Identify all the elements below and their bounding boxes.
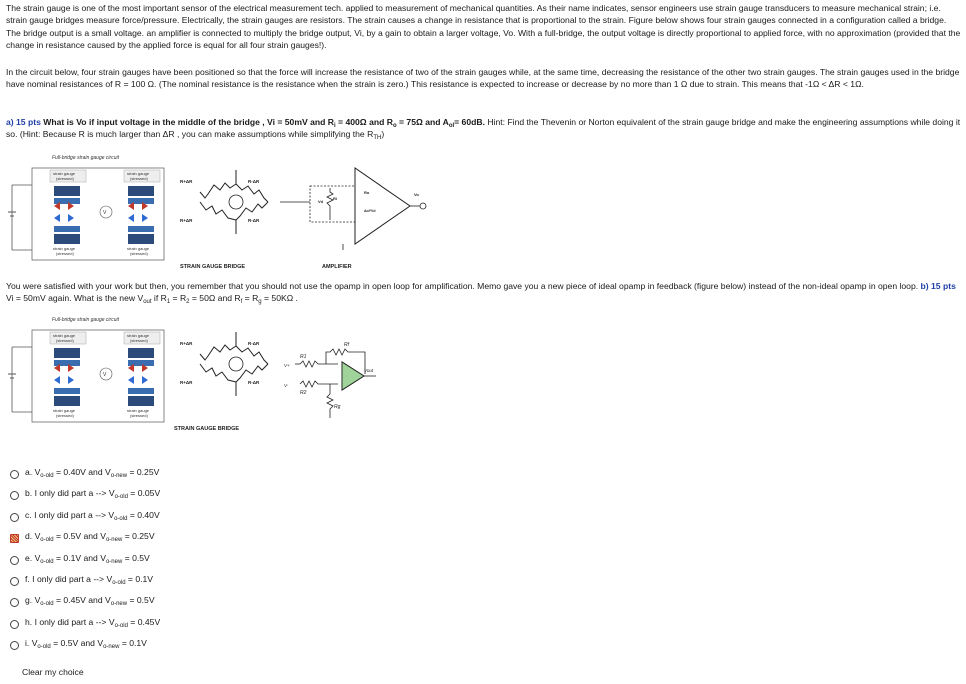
svg-text:V: V — [103, 372, 107, 378]
option-label: i. $V_{o-old} = 0.5V$ and $V_{o-new} = 0.1V$ — [25, 638, 147, 651]
answer-option[interactable] — [10, 637, 160, 658]
fig1-amplifier — [280, 168, 426, 250]
svg-text:strain gauge: strain gauge — [127, 246, 150, 251]
option-label: e. $V_{o-old} = 0.1V$ and $V_{o-new} = 0.5V$ — [25, 552, 150, 565]
clear-choice-link[interactable]: Clear my choice — [22, 667, 84, 677]
fig1-amp-caption: AMPLIFIER — [322, 264, 352, 270]
fig1-aol: Aol*Vd — [364, 209, 376, 213]
fig2-vminus: V- — [284, 383, 289, 388]
svg-text:R+ΔR: R+ΔR — [180, 380, 193, 385]
svg-text:(stressed): (stressed) — [130, 176, 148, 181]
svg-text:R-ΔR: R-ΔR — [248, 380, 260, 385]
svg-text:(stressed): (stressed) — [130, 251, 148, 256]
radio-button[interactable] — [10, 556, 19, 565]
part-a-question: a) 15 pts What is Vo if input voltage in the middle of the bridge , Vi = 50mV and $R_i = 400\Omega$ and $R_o = 75\Omega$ and $A_{ol}= 60dB$. Hint: Find the Thevenin or Norton equivalent of the strain gauge bridge and make the engineering assumptions while doing it so. (Hint: Because R is much larger than ΔR , you can make assumptions while simplifying the $R_{TH}$) — [6, 117, 961, 142]
part-b-label: b) 15 pts — [920, 281, 956, 291]
fig1-ri: Ri — [333, 196, 337, 201]
option-label: b. I only did part a --> $V_{o-old} = 0.05V$ — [25, 488, 161, 501]
svg-text:(stressed): (stressed) — [56, 338, 74, 343]
circuit-paragraph: In the circuit below, four strain gauges have been positioned so that the force will increase the resistance of two of the strain gauges while, at the same time, decreasing the resistance of the other two strain gauges. The strain gauges used in the bridge have nominal resistances of R = 100 Ω. (The nominal resistance is the resistance when the strain is zero.) This resistance is expected to increase or decrease by no more than 1 Ω due to strain. This means that -1Ω < ΔR < 1Ω. — [6, 67, 960, 90]
radio-button[interactable] — [10, 470, 19, 479]
answer-option[interactable] — [10, 552, 160, 573]
answer-option[interactable] — [10, 594, 160, 615]
svg-text:R-ΔR: R-ΔR — [248, 341, 260, 346]
fig1-r-minus-top: R-ΔR — [248, 179, 260, 184]
part-a-label: a) 15 pts — [6, 117, 41, 127]
svg-text:strain gauge: strain gauge — [53, 333, 76, 338]
option-label: a. $V_{o-old} = 0.40V$ and $V_{o-new} = 0.25V$ — [25, 467, 160, 479]
fig2-rg: Rg — [334, 404, 341, 410]
fig2-opamp — [342, 362, 364, 390]
fig2-vplus: V+ — [284, 363, 290, 368]
svg-text:strain gauge: strain gauge — [53, 408, 76, 413]
answer-option[interactable] — [10, 530, 160, 551]
answer-option[interactable] — [10, 487, 160, 508]
fig1-gauge-bottom-left — [53, 226, 80, 256]
answer-option[interactable] — [10, 509, 160, 530]
fig1-gauge-top-right — [124, 170, 160, 204]
svg-text:(stressed): (stressed) — [56, 176, 74, 181]
radio-button[interactable] — [10, 577, 19, 586]
svg-text:strain gauge: strain gauge — [53, 171, 76, 176]
answer-options — [10, 466, 160, 659]
fig1-bridge-caption: STRAIN GAUGE BRIDGE — [180, 264, 246, 270]
answer-option[interactable] — [10, 573, 160, 594]
figure-1-bridge-amplifier — [0, 150, 440, 272]
fig1-ro: Ro — [364, 190, 370, 195]
fig1-r-plus-top: R+ΔR — [180, 179, 193, 184]
fig2-bridge-caption: STRAIN GAUGE BRIDGE — [174, 426, 240, 432]
option-label: c. I only did part a --> $V_{o-old} = 0.40V$ — [25, 509, 160, 522]
svg-text:(stressed): (stressed) — [56, 413, 74, 418]
fig1-gauge-bottom-right — [127, 226, 154, 256]
fig1-gauge-top-left — [50, 170, 86, 204]
svg-text:strain gauge: strain gauge — [53, 246, 76, 251]
fig2-rf: Rf — [344, 342, 349, 348]
fig2-r2: R2 — [300, 390, 307, 396]
radio-button[interactable] — [10, 513, 19, 522]
radio-button[interactable] — [10, 598, 19, 607]
answer-option[interactable] — [10, 466, 160, 487]
fig2-title: Full-bridge strain gauge circuit — [52, 317, 119, 323]
radio-button[interactable] — [10, 534, 19, 543]
answer-option[interactable] — [10, 616, 160, 637]
part-b-question: You were satisfied with your work but then, you remember that you should not use the opamp in open loop for amplification. Memo gave you a new piece of ideal opamp in feedback (figure below) instead of the non-ideal opamp in open loop. b) 15 pts Vi = 50mV again. What is the new $V_{out}$ if $R_1 = R_2 = 50\Omega$ and $R_f = R_g = 50K\Omega$ . — [6, 281, 956, 306]
fig1-vo: Vo — [414, 192, 419, 197]
option-label: g. $V_{o-old} = 0.45V$ and $V_{o-new} = 0.5V$ — [25, 595, 155, 608]
fig1-title: Full-bridge strain gauge circuit — [52, 155, 119, 161]
radio-button[interactable] — [10, 641, 19, 650]
svg-text:R+ΔR: R+ΔR — [180, 341, 193, 346]
fig1-r-plus-bottom: R+ΔR — [180, 218, 193, 223]
svg-text:strain gauge: strain gauge — [127, 333, 150, 338]
svg-text:(stressed): (stressed) — [130, 413, 148, 418]
option-label: d. $V_{o-old} = 0.5V$ and $V_{o-new} = 0.25V$ — [25, 531, 155, 544]
option-label: f. I only did part a --> $V_{o-old} = 0.1V$ — [25, 573, 154, 586]
svg-text:strain gauge: strain gauge — [127, 171, 150, 176]
fig2-vout: Vout — [364, 368, 374, 373]
intro-paragraph: The strain gauge is one of the most important sensor of the electrical measurement tech. applied to measurement of mechanical quantities. As their name indicates, sensor engineers use strain gauge transducers to measure mechanical strain; i.e. strain gauge bridges measure force/pressure. Electrically, the strain gauges are resistors. The strain causes a change in resistance that is proportional to the strain. Figure below shows four strain gauges connected in a configuration called a bridge. The bridge output is a small voltage. an amplifier is connected to multiply the bridge output, Vi, by a gain to obtain a larger voltage, Vo. With a full-bridge, the output voltage is directly proportional to applied force, with no approximation (provided that the change in resistance caused by the applied force is equal for all four strain gauges!). — [6, 3, 961, 51]
radio-button[interactable] — [10, 491, 19, 500]
fig1-r-minus-bottom: R-ΔR — [248, 218, 260, 223]
svg-text:(stressed): (stressed) — [56, 251, 74, 256]
figure-2-bridge-feedback-amp — [0, 312, 380, 434]
svg-text:strain gauge: strain gauge — [127, 408, 150, 413]
radio-button[interactable] — [10, 620, 19, 629]
option-label: h. I only did part a --> $V_{o-old} = 0.45V$ — [25, 616, 161, 629]
svg-text:(stressed): (stressed) — [130, 338, 148, 343]
svg-text:V: V — [103, 210, 107, 216]
fig2-r1: R1 — [300, 354, 307, 360]
fig1-vd: Vd — [318, 199, 324, 204]
